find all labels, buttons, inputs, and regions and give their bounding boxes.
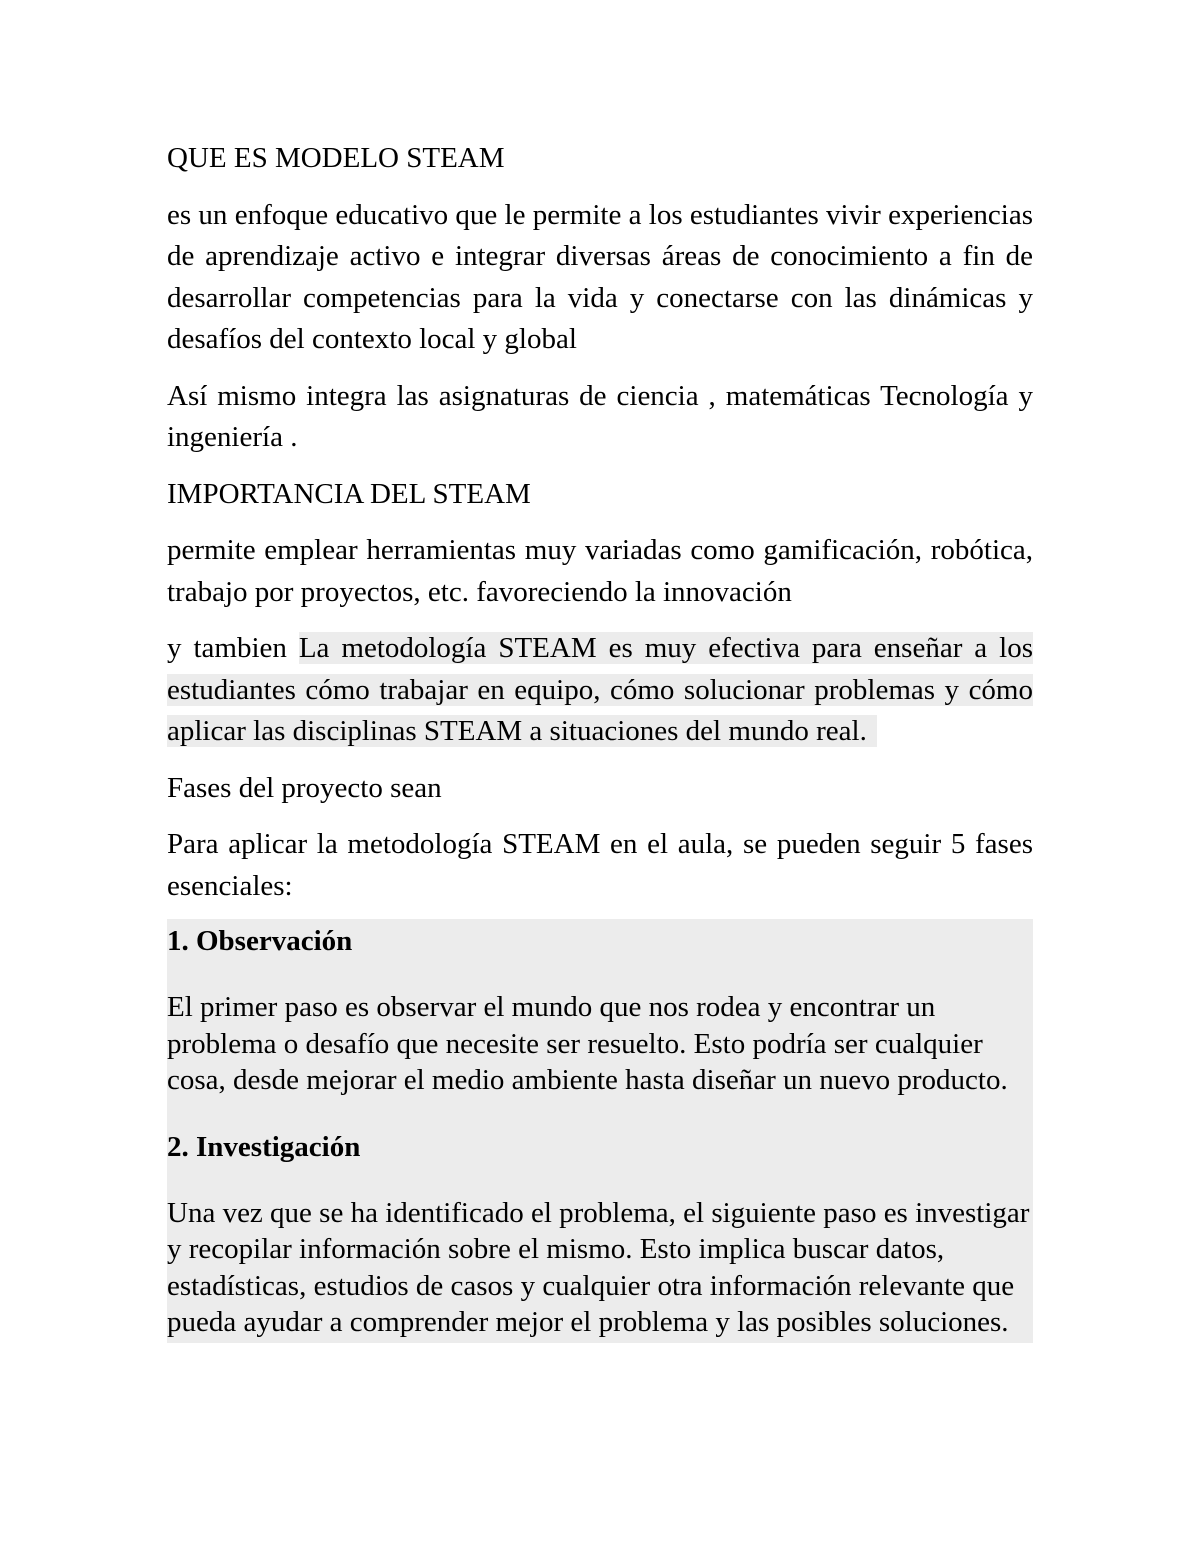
paragraph-definition: es un enfoque educativo que le permite a los estudiantes vivir experiencias de aprendizaje activo e integrar diversas áreas de conocimiento a fin de desarrollar competencias para la vida y conectarse con las dinámicas y desafíos del contexto local y global	[167, 198, 1033, 355]
phases-highlight-block	[167, 919, 1033, 1343]
document-body	[167, 138, 1033, 1343]
highlighted-text-content: La metodología STEAM es muy efectiva para enseñar a los estudiantes cómo trabajar en equipo, cómo solucionar problemas y cómo aplicar las disciplinas STEAM a situaciones del mundo real.	[167, 632, 1033, 747]
phase-2-title: 2. Investigación	[167, 1130, 361, 1163]
paragraph-phases-intro: Fases del proyecto sean	[167, 771, 442, 804]
phase-2-body: Una vez que se ha identificado el problema, el siguiente paso es investigar y recopilar información sobre el mismo. Esto implica buscar datos, estadísticas, estudios de casos y cualquier otra información relevante que pueda ayudar a comprender mejor el problema y las posibles soluciones.	[167, 1196, 1030, 1338]
phase-1-body: El primer paso es observar el mundo que nos rodea y encontrar un problema o desafío que necesite ser resuelto. Esto podría ser cualquier cosa, desde mejorar el medio ambiente hasta diseñar un nuevo producto.	[167, 991, 1008, 1096]
heading-what-is-steam: QUE ES MODELO STEAM	[167, 142, 505, 174]
paragraph-apply-method: Para aplicar la metodología STEAM en el aula, se pueden seguir 5 fases esenciales:	[167, 828, 1033, 902]
paragraph-teamwork	[167, 628, 1033, 753]
phase-1-title: 1. Observación	[167, 925, 353, 957]
paragraph-teamwork-prefix: y tambien	[167, 632, 299, 664]
heading-importance: IMPORTANCIA DEL STEAM	[167, 477, 531, 510]
paragraph-subjects: Así mismo integra las asignaturas de ciencia , matemáticas Tecnología y ingeniería .	[167, 379, 1033, 453]
paragraph-tools: permite emplear herramientas muy variadas como gamificación, robótica, trabajo por proyectos, etc. favoreciendo la innovación	[167, 534, 1033, 608]
